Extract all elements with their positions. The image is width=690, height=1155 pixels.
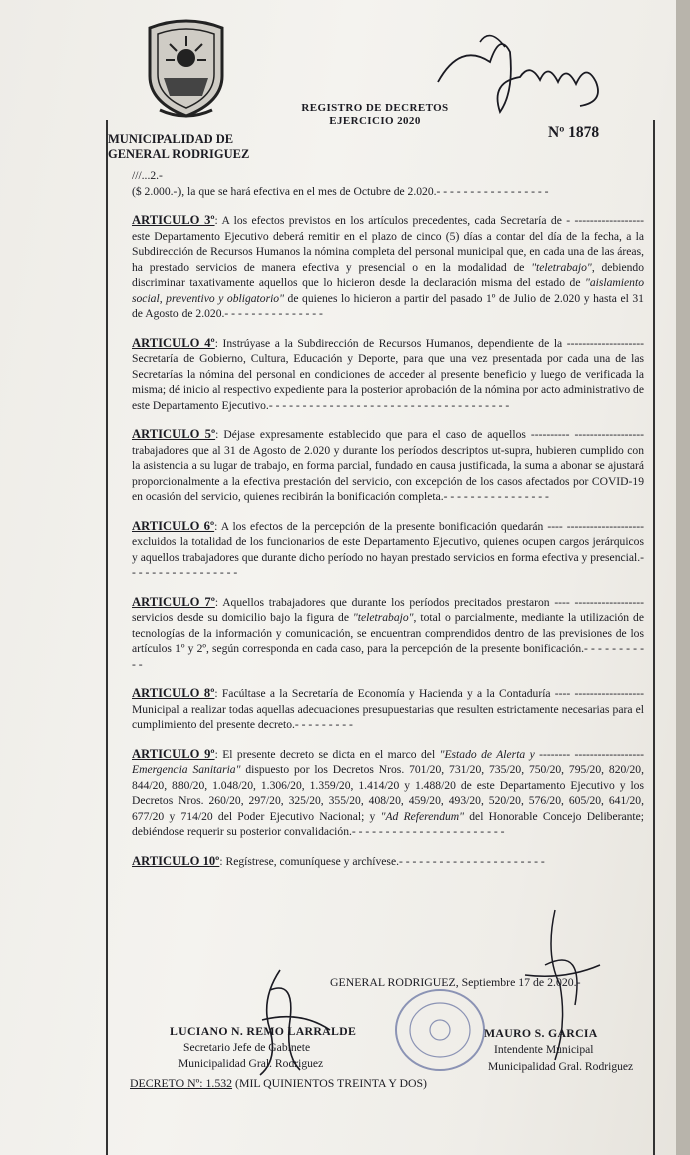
article-4 xyxy=(132,336,644,414)
article-text: : A los efectos de la percepción de la presente bonificación quedarán ---- -------------------- excluidos la totalidad de los funcionarios de este Departamento Ejecutivo, quienes ocupen cargos jerárquicos y aquellos trabajadores que durante dicho período no hayan prestado servicios en forma efectiva y presencial.- - - - - - - - - - - - - - - - - xyxy=(132,519,644,579)
article-italic: "Ad Referendum" xyxy=(380,809,465,823)
article-text: -------- ------------------ xyxy=(534,747,644,761)
date-line: GENERAL RODRIGUEZ, Septiembre 17 de 2.020.- xyxy=(330,975,581,989)
article-title: ARTICULO 7º xyxy=(132,594,215,609)
article-9 xyxy=(132,747,644,840)
article-title: ARTICULO 4º xyxy=(132,335,215,350)
municipality-line-2: GENERAL RODRIGUEZ xyxy=(108,147,250,161)
article-title: ARTICULO 6º xyxy=(132,518,215,533)
article-text: de quienes lo hicieron a partir del pasado 1º de Julio de 2.020 y hasta el 31 de Agosto de 2.020.- - - - - - - - - - - - - - - xyxy=(132,291,644,320)
right-signatory-role: Intendente Municipal xyxy=(494,1043,594,1056)
municipality-line-1: MUNICIPALIDAD DE xyxy=(108,132,234,146)
article-text: : Instrúyase a la Subdirección de Recursos Humanos, dependiente de la -------------------- Secretaría de Gobierno, Cultura, Educación y Deporte, para que una vez presentada por cada una de las Secretarías la nómina del personal en condiciones de acceder al presente beneficio y luego de verificada la misma; dé inicio al respectivo expediente para la posterior aprobación de la nómina por acto administrativo de este Departamento Ejecutivo.- - - - - - - - - - - - - - - - - - - - - - - - - - - - - - - - - - - - xyxy=(132,336,644,412)
article-italic: Emergencia Sanitaria" xyxy=(132,763,241,776)
article-text: dispuesto por los Decretos Nros. 701/20, 731/20, 735/20, 750/20, 795/20, 820/20, 844/20, 880/20, 1.048/20, 1.306/20, 1.359/20, 1.414/20 y 1.488/20 de este Departamento Ejecutivo y los Decretos Nros. 260/20, 297/20, 325/20, 355/20, 408/20, 459/20, 493/20, 520/20, 576/20, 605/20, 641/20, 677/20 y 714/20 del Poder Ejecutivo Nacional; y xyxy=(132,763,645,823)
article-text: : Aquellos trabajadores que durante los períodos precitados prestaron ---- ------------------ servicios desde su domicilio bajo la figura de xyxy=(132,595,644,624)
article-text: : Facúltase a la Secretaría de Economía y Hacienda y a la Contaduría ---- ------------------ Municipal a realizar todas aquellas adecuaciones presupuestarias que resulten estrictamente necesarias para el cumplimiento del presente decreto.- - - - - - - - - xyxy=(132,687,644,731)
article-title: ARTICULO 3º xyxy=(132,213,215,227)
left-signatory-org: Municipalidad Gral. Rodriguez xyxy=(178,1057,324,1070)
article-10 xyxy=(132,854,644,870)
article-italic: "teletrabajo" xyxy=(352,611,414,624)
left-margin-rule xyxy=(106,120,108,1155)
right-signatory-org: Municipalidad Gral. Rodriguez xyxy=(488,1060,634,1073)
article-title: ARTICULO 10º xyxy=(132,853,220,868)
page-edge-shadow xyxy=(676,0,690,1155)
signature-scribble-icon xyxy=(505,905,615,1065)
article-6 xyxy=(132,519,644,581)
article-title: ARTICULO 8º xyxy=(132,686,215,700)
ejercicio-title: EJERCICIO 2020 xyxy=(329,115,421,127)
right-signatory-name: MAURO S. GARCIA xyxy=(484,1026,598,1040)
article-title: ARTICULO 5º xyxy=(132,427,216,441)
decreto-words: (MIL QUINIENTOS TREINTA Y DOS) xyxy=(232,1076,427,1090)
left-signatory-name: LUCIANO N. REMO LARRALDE xyxy=(170,1024,357,1038)
article-text: : Déjase expresamente establecido que para el caso de aquellos ---------- ------------------ trabajadores que al 31 de Agosto de 2.020 y durante los períodos descriptos ut-supra, hubieren cumplido con la asistencia a su lugar de trabajo, en forma parcial, fundado en causa justificada, la suma a abonar se ajustará proporcionalmente a la efectiva prestación del servicio, con excepción de los casos afectados por COVID-19 en ocasión del servicio, quienes recibirán la bonificación completa.- - - - - - - - - - - - - - - - xyxy=(132,428,644,503)
article-text: , debiendo discriminar taxativamente aquellos que lo hicieron desde la declaración misma del estado de xyxy=(132,260,644,289)
article-5 xyxy=(132,427,644,505)
decree-body xyxy=(132,168,644,869)
registro-title: REGISTRO DE DECRETOS xyxy=(301,102,449,114)
article-text: del Honorable Concejo Deliberante; debiéndose requerir su posterior convalidación.- - - - - - - - - - - - - - - - - - - - - - - xyxy=(132,809,644,838)
article-title: ARTICULO 9º xyxy=(132,746,215,761)
article-italic: "teletrabajo" xyxy=(531,260,592,274)
article-italic: "Estado de Alerta y xyxy=(439,747,535,761)
page-marker: ///...2.- xyxy=(132,169,163,182)
municipal-coat-of-arms-icon xyxy=(140,18,232,122)
registro-header xyxy=(285,102,465,128)
decreto-number-line xyxy=(130,1076,427,1091)
right-margin-rule xyxy=(653,120,655,1155)
decreto-label: DECRETO Nº: 1.532 xyxy=(130,1076,233,1090)
continuation-text: ($ 2.000.-), la que se hará efectiva en el mes de Octubre de 2.020.- - - - - - - - - - - - - - - - - xyxy=(132,184,549,198)
decree-number: Nº 1878 xyxy=(548,124,600,141)
left-signatory-role: Secretario Jefe de Gabinete xyxy=(183,1041,311,1054)
article-8 xyxy=(132,686,644,733)
article-text: , total o parcialmente, mediante la utilización de tecnologías de la información y comunicación, se encuentran comprendidos dentro de las previsiones de los artículos 1º y 2º, según corresponda en cada caso, para la percepción de la presente bonificación.- - - - - - - - - - - xyxy=(132,611,645,671)
article-3 xyxy=(132,213,644,322)
official-stamp-icon xyxy=(392,985,488,1075)
article-7 xyxy=(132,595,644,673)
article-italic: "aislamiento social, preventivo y obligatorio" xyxy=(132,276,644,305)
article-text: : A los efectos previstos en los artículos precedentes, cada Secretaría de - ------------------ este Departamento Ejecutivo deberá remitir en el plazo de cinco (5) días a contar del día de la fecha, a la Subdirección de Recursos Humanos la nómina completa del personal municipal que, en cada una de las áreas, ha prestado servicios de manera efectiva y presencial o en la modalidad de xyxy=(132,214,644,274)
article-text: : Regístrese, comuníquese y archívese.- - - - - - - - - - - - - - - - - - - - - - xyxy=(219,854,545,868)
article-text: : El presente decreto se dicta en el marco del xyxy=(214,747,440,761)
municipality-name xyxy=(108,132,249,162)
